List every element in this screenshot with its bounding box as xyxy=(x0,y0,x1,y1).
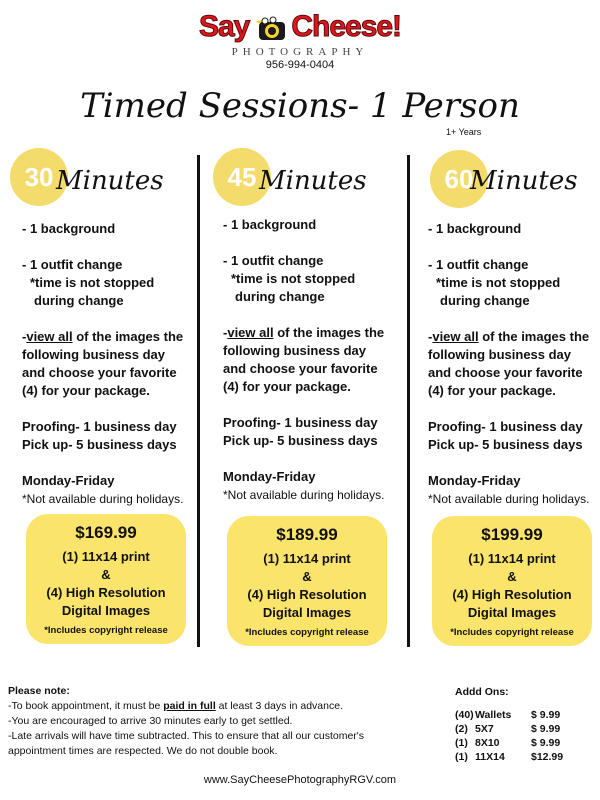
note-line: -You are encouraged to arrive 30 minutes early to get settled. xyxy=(8,715,293,727)
logo xyxy=(0,10,600,71)
note-line: appointment times are respected. We do not double book. xyxy=(8,745,278,757)
minutes-label: Minutes xyxy=(259,166,367,196)
logo-say-text: Say xyxy=(198,10,250,43)
note-line: -To book appointment, it must be paid in full at least 3 days in advance. xyxy=(8,700,343,712)
age-note: 1+ Years xyxy=(446,127,482,137)
session-details: - 1 background - 1 outfit change *time is not stopped during change -view all of the images the following business day and choose your favorite (4) for your package. Proofing- 1 business day Pick up- 5 business days Monday-Friday *Not available during holidays. xyxy=(22,221,184,506)
session-details: - 1 background - 1 outfit change *time is not stopped during change -view all of the images the following business day and choose your favorite (4) for your package. Proofing- 1 business day Pick up- 5 business days Monday-Friday *Not available during holidays. xyxy=(223,217,385,502)
camera-icon xyxy=(253,12,287,42)
table-row: (2) 5X7 $ 9.99 xyxy=(455,723,561,735)
addons-title: Addd Ons: xyxy=(455,686,509,698)
minutes-badge: 45 xyxy=(213,148,271,206)
price-box: $189.99 (1) 11x14 print & (4) High Resolution Digital Images *Includes copyright release xyxy=(227,516,387,646)
note-line: -Late arrivals will have time subtracted. This to ensure that all our customer's xyxy=(8,730,365,742)
addons-table xyxy=(455,708,563,764)
website-url[interactable]: www.SayCheesePhotographyRGV.com xyxy=(203,774,397,786)
price-box: $169.99 (1) 11x14 print & (4) High Resolution Digital Images *Includes copyright release xyxy=(26,514,186,644)
booking-notes xyxy=(8,684,408,759)
page-title: Timed Sessions- 1 Person xyxy=(80,86,520,126)
logo-subtitle: PHOTOGRAPHY xyxy=(231,46,369,58)
table-row: (1) 8X10 $ 9.99 xyxy=(455,737,561,749)
note-title: Please note: xyxy=(8,685,70,697)
minutes-badge: 60 xyxy=(430,150,488,208)
phone-number: 956-994-0404 xyxy=(265,59,335,71)
table-row: (40) Wallets $ 9.99 xyxy=(455,709,561,721)
minutes-badge: 30 xyxy=(10,148,68,206)
addons xyxy=(455,686,563,764)
minutes-label: Minutes xyxy=(56,166,164,196)
session-details: - 1 background - 1 outfit change *time is not stopped during change -view all of the images the following business day and choose your favorite (4) for your package. Proofing- 1 business day Pick up- 5 business days Monday-Friday *Not available during holidays. xyxy=(428,221,590,506)
price-box: $199.99 (1) 11x14 print & (4) High Resolution Digital Images *Includes copyright release xyxy=(432,516,592,646)
minutes-label: Minutes xyxy=(470,166,578,196)
table-row: (1) 11X14 $12.99 xyxy=(455,751,564,763)
logo-cheese-text: Cheese! xyxy=(291,10,402,43)
